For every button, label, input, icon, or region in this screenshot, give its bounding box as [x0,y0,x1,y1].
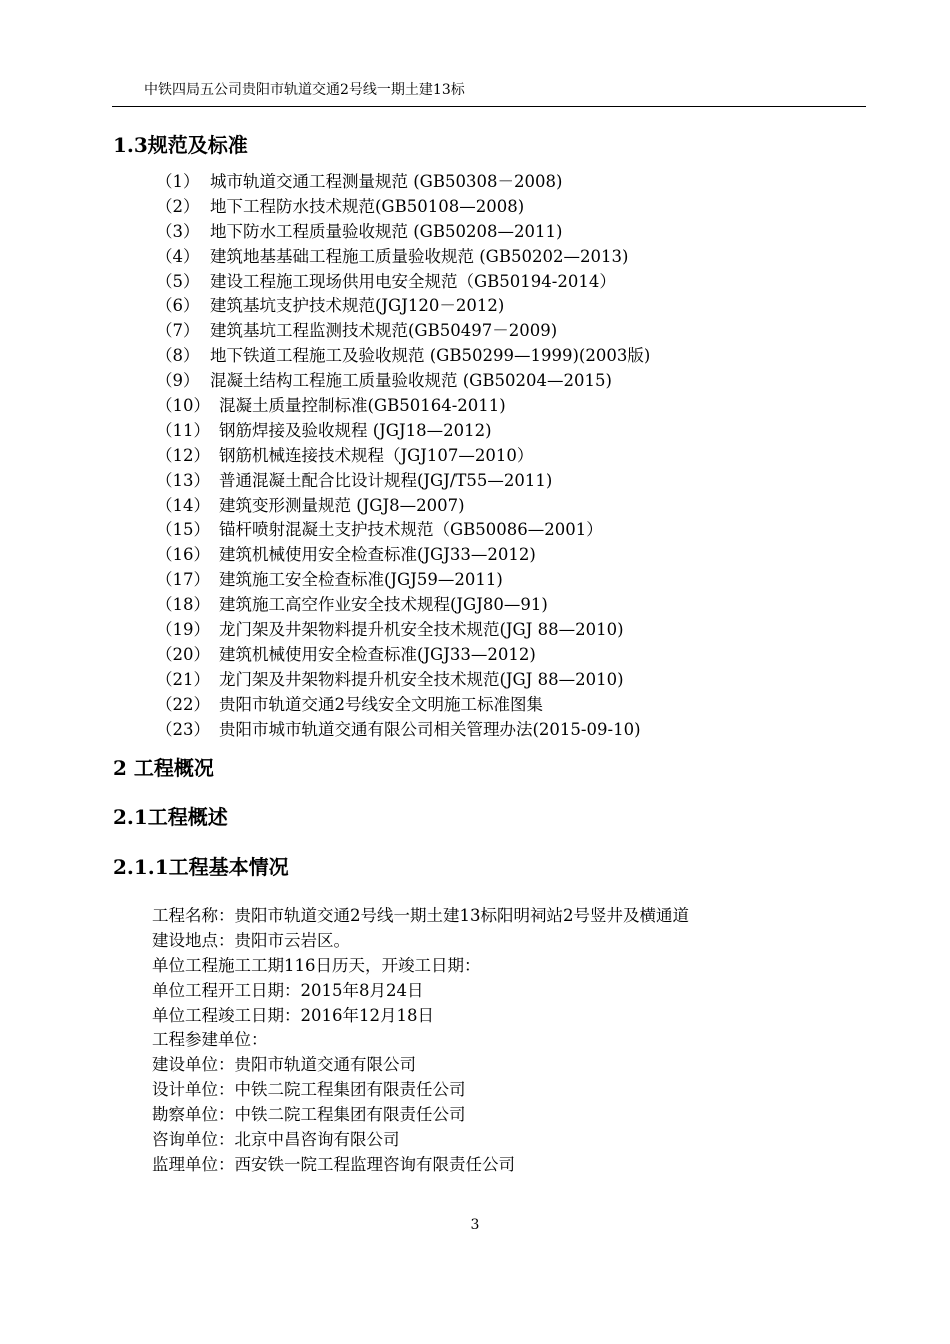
list-item [156,668,650,693]
list-item-text: 龙门架及井架物料提升机安全技术规范(JGJ 88—2010) [219,669,624,689]
list-item [156,718,650,743]
heading-2: 2 工程概况 [113,756,214,780]
info-line-start-date: 单位工程开工日期：2015年8月24日 [152,980,424,1000]
list-item-text: 锚杆喷射混凝土支护技术规范（GB50086—2001） [219,520,603,540]
list-item [156,270,650,295]
heading-2-1-1: 2.1.1工程基本情况 [113,855,289,879]
list-item-number: （8） [156,346,200,366]
info-line-project-name: 工程名称：贵阳市轨道交通2号线一期土建13标阳明祠站2号竖井及横通道 [152,906,689,925]
list-item-text: 钢筋机械连接技术规程（JGJ107—2010） [219,445,534,465]
list-item-text: 地下防水工程质量验收规范 (GB50208—2011) [210,221,563,241]
list-item-text: 地下铁道工程施工及验收规范 (GB50299—1999)(2003版) [210,346,651,366]
info-line-end-date: 单位工程竣工日期：2016年12月18日 [152,1005,434,1025]
list-item-text: 建筑机械使用安全检查标准(JGJ33—2012) [219,545,536,565]
list-item-number: （11） [156,420,210,440]
list-item-number: （3） [156,221,200,241]
list-item-number: （17） [156,570,210,590]
heading-2-1: 2.1工程概述 [113,805,228,829]
list-item-text: 建筑机械使用安全检查标准(JGJ33—2012) [219,644,536,664]
list-item [156,344,650,369]
list-item-number: （15） [156,520,210,540]
list-item [156,543,650,568]
list-item-text: 地下工程防水技术规范(GB50108—2008) [210,196,525,216]
list-item-number: （13） [156,470,210,490]
list-item [156,643,650,668]
list-item-text: 贵阳市轨道交通2号线安全文明施工标准图集 [219,694,543,714]
info-line-participants: 工程参建单位： [152,1030,268,1050]
list-item [156,419,650,444]
list-item [156,469,650,494]
list-item-text: 建筑地基基础工程施工质量验收规范 (GB50202—2013) [210,246,629,266]
list-item-text: 普通混凝土配合比设计规程(JGJ/T55—2011) [219,470,553,490]
list-item [156,444,650,469]
info-line-owner: 建设单位：贵阳市轨道交通有限公司 [152,1055,416,1075]
standards-list [156,170,650,742]
list-item-text: 钢筋焊接及验收规程 (JGJ18—2012) [219,420,492,440]
list-item [156,195,650,220]
list-item-number: （6） [156,296,200,316]
list-item [156,618,650,643]
list-item-number: （19） [156,620,210,640]
info-line-supervisor: 监理单位：西安铁一院工程监理咨询有限责任公司 [152,1154,515,1174]
list-item-number: （21） [156,669,210,689]
list-item [156,568,650,593]
list-item-text: 龙门架及井架物料提升机安全技术规范(JGJ 88—2010) [219,620,624,640]
info-line-surveyor: 勘察单位：中铁二院工程集团有限责任公司 [152,1105,466,1125]
list-item-text: 混凝土结构工程施工质量验收规范 (GB50204—2015) [210,371,612,391]
list-item [156,294,650,319]
project-info-block [152,904,689,1178]
list-item-number: （12） [156,445,210,465]
list-item-number: （4） [156,246,200,266]
info-line-designer: 设计单位：中铁二院工程集团有限责任公司 [152,1080,466,1100]
header-divider [112,106,866,107]
list-item-text: 混凝土质量控制标准(GB50164-2011) [219,396,506,416]
list-item-number: （23） [156,719,210,739]
info-line-consultant: 咨询单位：北京中昌咨询有限公司 [152,1130,400,1150]
list-item-text: 城市轨道交通工程测量规范 (GB50308－2008) [210,172,563,191]
list-item-number: （9） [156,371,200,391]
list-item [156,518,650,543]
running-header: 中铁四局五公司贵阳市轨道交通2号线一期土建13标 [144,82,465,98]
list-item [156,394,650,419]
list-item [156,319,650,344]
list-item-number: （18） [156,595,210,615]
list-item-text: 建筑基坑支护技术规范(JGJ120－2012) [210,296,505,316]
list-item-number: （5） [156,271,200,291]
list-item [156,693,650,718]
list-item-text: 建筑施工高空作业安全技术规程(JGJ80—91) [219,595,548,615]
list-item-number: （20） [156,644,210,664]
list-item [156,593,650,618]
list-item-number: （1） [156,172,200,191]
list-item-number: （10） [156,396,210,416]
list-item-text: 建筑施工安全检查标准(JGJ59—2011) [219,570,503,590]
list-item [156,494,650,519]
page-number: 3 [470,1217,480,1233]
info-line-duration: 单位工程施工工期116日历天，开竣工日期： [152,955,481,975]
list-item-text: 建筑基坑工程监测技术规范(GB50497－2009) [210,321,558,341]
list-item [156,245,650,270]
list-item-number: （14） [156,495,210,515]
list-item-text: 建筑变形测量规范 (JGJ8—2007) [219,495,465,515]
list-item [156,220,650,245]
list-item-number: （2） [156,196,200,216]
list-item [156,170,650,195]
list-item-number: （7） [156,321,200,341]
list-item-number: （16） [156,545,210,565]
heading-1-3: 1.3规范及标准 [113,133,248,157]
list-item-number: （22） [156,694,210,714]
list-item-text: 建设工程施工现场供用电安全规范（GB50194-2014） [210,271,616,291]
info-line-location: 建设地点：贵阳市云岩区。 [152,930,350,950]
list-item-text: 贵阳市城市轨道交通有限公司相关管理办法(2015-09-10) [219,719,641,739]
list-item [156,369,650,394]
